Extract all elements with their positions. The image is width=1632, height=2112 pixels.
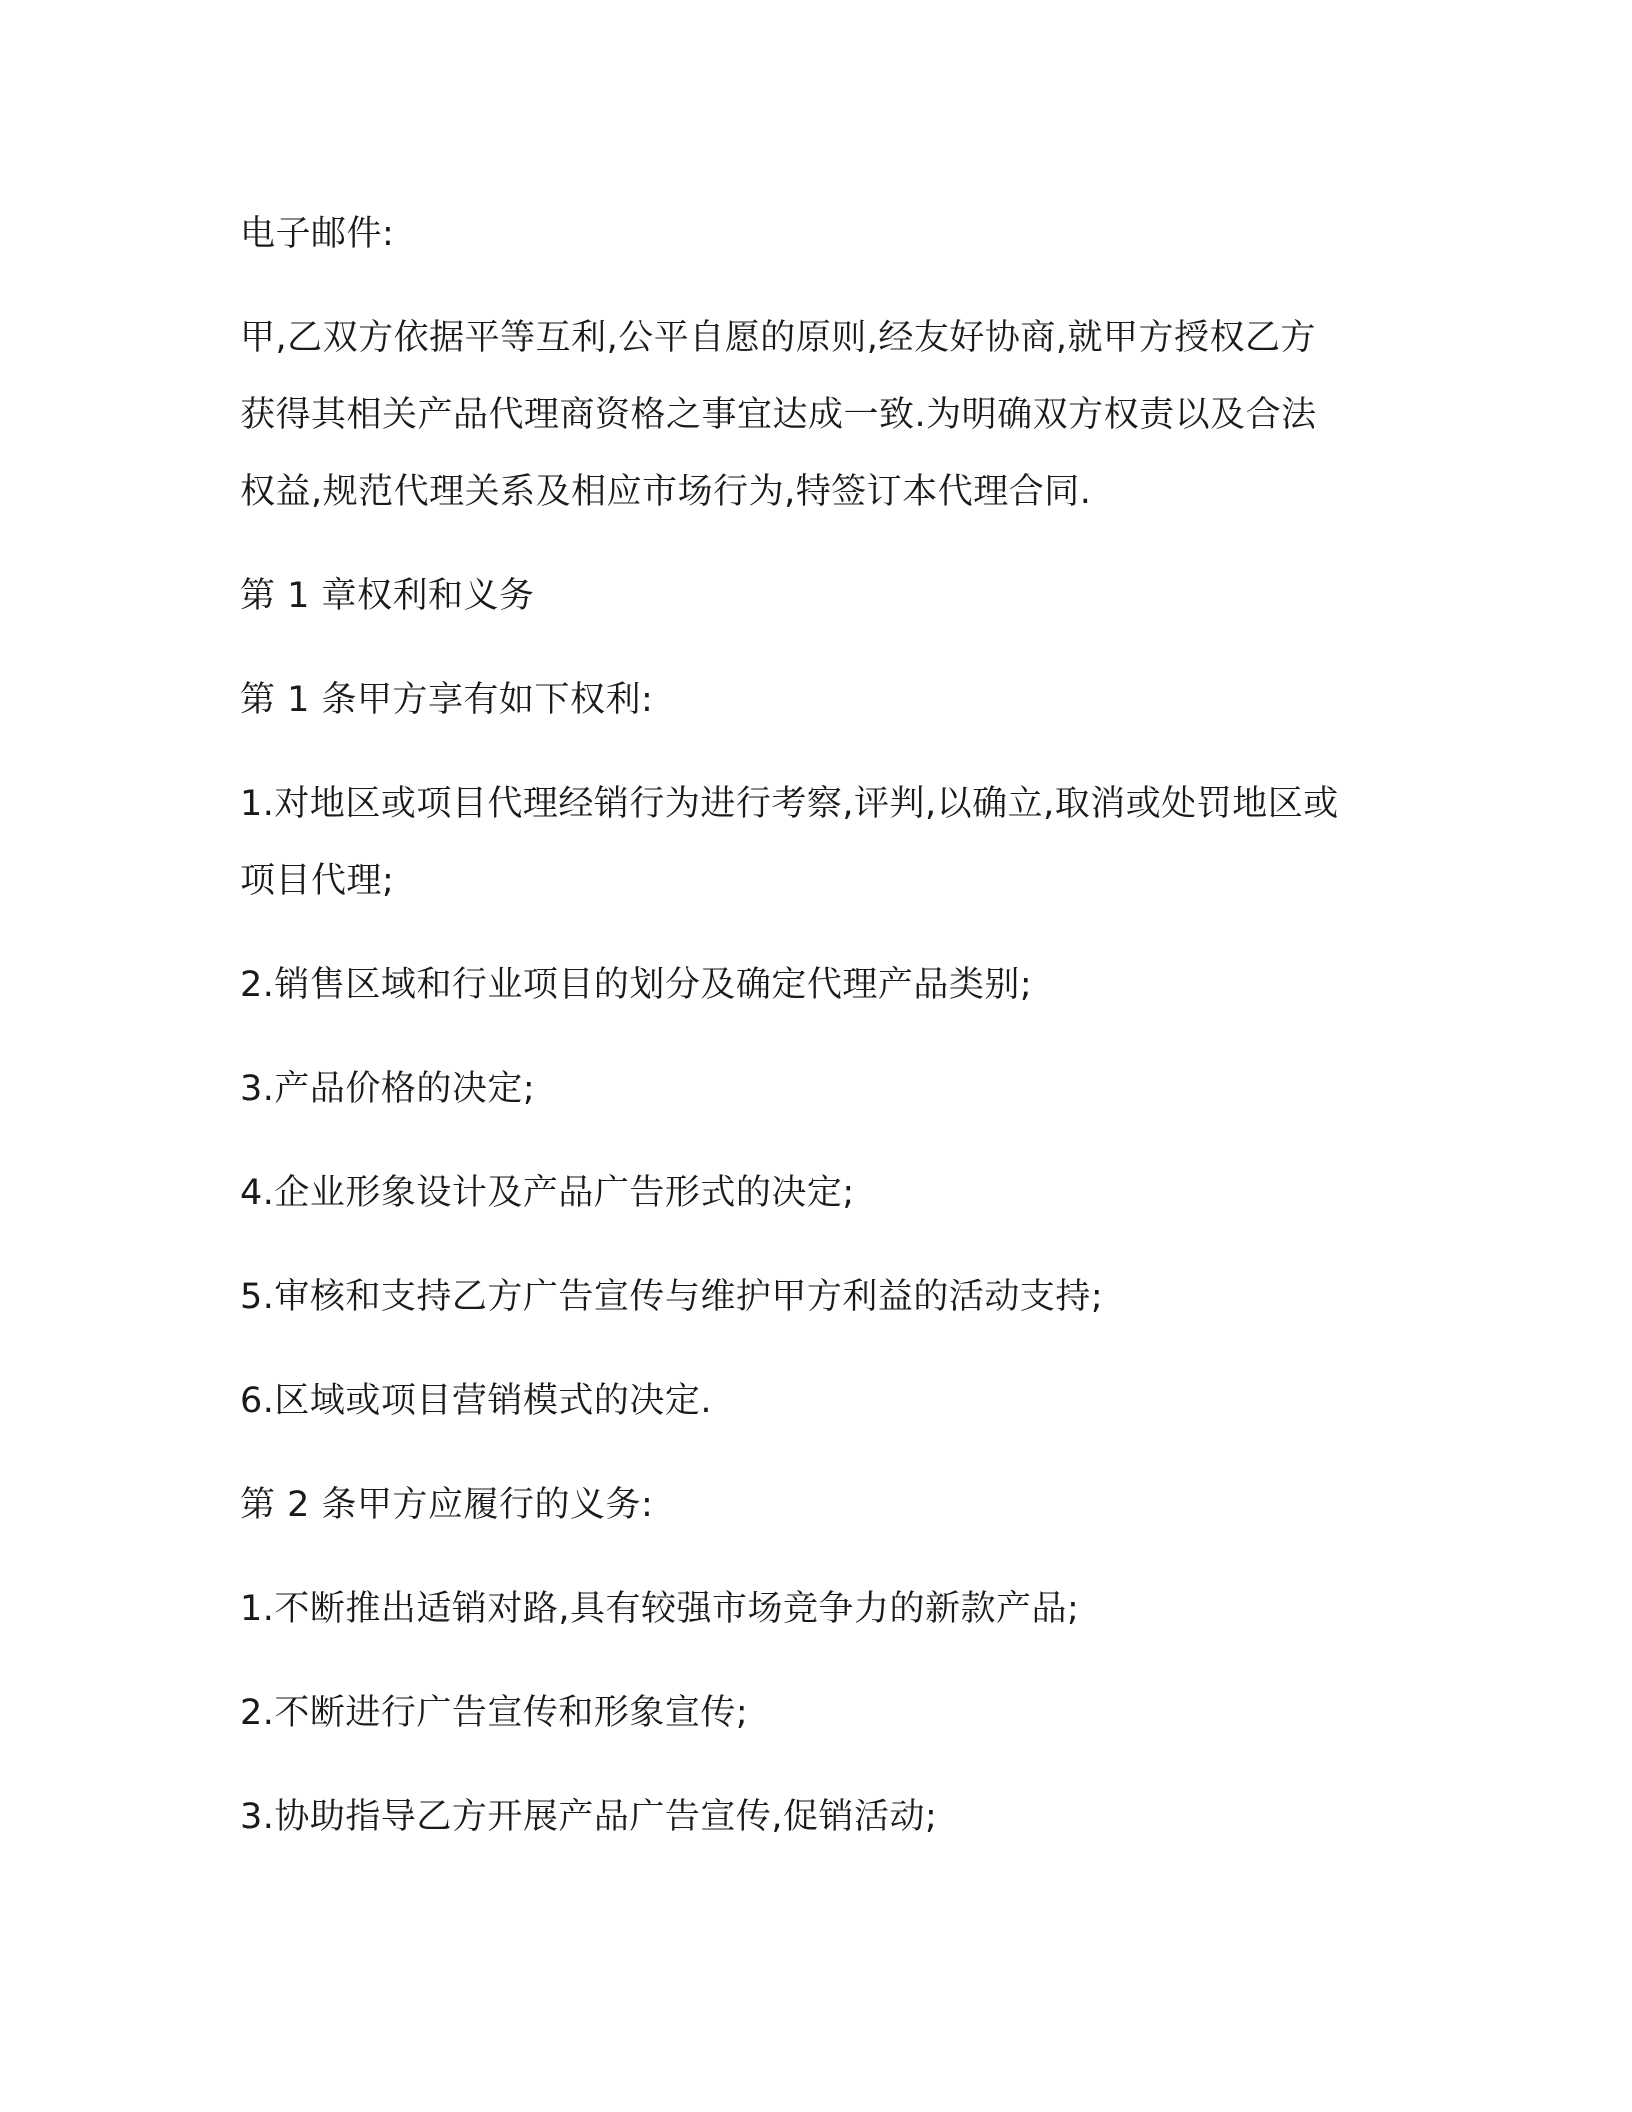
article-2-item: 3.协助指导乙方开展产品广告宣传,促销活动; (240, 1797, 938, 1837)
article-1-item (240, 947, 1400, 1024)
article-1-item (240, 1363, 1400, 1440)
intro-line: 权益,规范代理关系及相应市场行为,特签订本代理合同. (240, 472, 1092, 512)
intro-line: 获得其相关产品代理商资格之事宜达成一致.为明确双方权责以及合法 (240, 395, 1317, 435)
email-label: 电子邮件: (240, 214, 395, 254)
article-1-item (240, 1155, 1400, 1232)
article-2-item: 2.不断进行广告宣传和形象宣传; (240, 1693, 749, 1733)
item-line: 项目代理; (240, 861, 395, 901)
article-1-item (240, 1259, 1400, 1336)
article-title: 第 1 条甲方享有如下权利: (240, 680, 654, 720)
item-line: 4.企业形象设计及产品广告形式的决定; (240, 1173, 855, 1213)
item-line: 3.产品价格的决定; (240, 1069, 536, 1109)
item-line: 2.销售区域和行业项目的划分及确定代理产品类别; (240, 965, 1033, 1005)
intro-line: 甲,乙双方依据平等互利,公平自愿的原则,经友好协商,就甲方授权乙方 (240, 318, 1317, 358)
article-1-item (240, 1051, 1400, 1128)
article-title: 第 2 条甲方应履行的义务: (240, 1485, 654, 1525)
item-line: 5.审核和支持乙方广告宣传与维护甲方利益的活动支持; (240, 1277, 1104, 1317)
document-body (240, 196, 1400, 1883)
intro-paragraph (240, 300, 1400, 531)
article-2-item: 1.不断推出适销对路,具有较强市场竞争力的新款产品; (240, 1589, 1080, 1629)
chapter-title: 第 1 章权利和义务 (240, 576, 535, 616)
article-1-item (240, 766, 1400, 920)
item-line: 6.区域或项目营销模式的决定. (240, 1381, 713, 1421)
item-line: 1.对地区或项目代理经销行为进行考察,评判,以确立,取消或处罚地区或 (240, 784, 1339, 824)
